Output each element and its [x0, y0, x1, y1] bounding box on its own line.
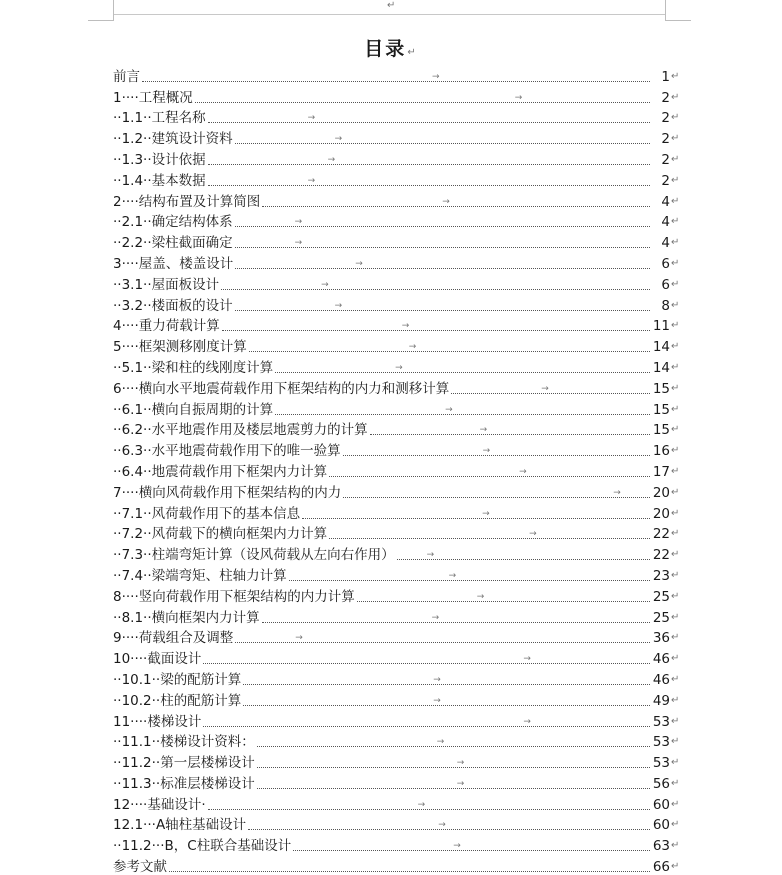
- toc-entry[interactable]: [113, 480, 681, 501]
- dot-leader: [248, 820, 650, 831]
- toc-entry[interactable]: [113, 64, 681, 85]
- toc-entry-number: ··1.2··: [113, 131, 152, 148]
- toc-entry-page: 8: [661, 297, 670, 314]
- toc-entry-number: ··7.2··: [113, 526, 152, 543]
- dot-leader: [208, 175, 650, 186]
- paragraph-mark: ↵: [671, 549, 680, 561]
- toc-entry-number: ··7.1··: [113, 505, 152, 522]
- toc-entry-page: 4: [661, 235, 670, 252]
- dot-leader: [235, 134, 650, 145]
- toc-entry-page: 4: [661, 193, 670, 210]
- tab-mark-icon: →: [438, 820, 446, 831]
- toc-entry[interactable]: [113, 272, 681, 293]
- tab-mark-icon: →: [433, 695, 441, 706]
- toc-entry[interactable]: [113, 522, 681, 543]
- tab-mark-icon: →: [433, 674, 441, 685]
- toc-entry-label: 横向自振周期的计算: [151, 401, 274, 418]
- margin-corner-mark-right: [665, 20, 691, 21]
- toc-entry-label: 荷载组合及调整: [138, 630, 234, 647]
- toc-entry-label: 楼梯设计: [147, 713, 202, 730]
- dot-leader: [329, 529, 650, 540]
- tab-mark-icon: →: [408, 342, 417, 353]
- paragraph-mark: ↵: [671, 320, 680, 332]
- toc-entry-number: 8····: [113, 588, 139, 605]
- toc-entry-label: 横向风荷载作用下框架结构的内力: [138, 484, 342, 501]
- paragraph-mark: ↵: [671, 486, 680, 498]
- paragraph-mark: ↵: [671, 424, 680, 436]
- margin-corner-mark-right-vertical: [665, 0, 666, 20]
- dot-leader: [203, 716, 650, 727]
- toc-entry-number: 7····: [113, 484, 139, 501]
- toc-entry-label: 楼梯设计资料：: [160, 734, 255, 751]
- toc-entry-label: 梁和柱的线刚度计算: [151, 359, 274, 376]
- tab-mark-icon: →: [523, 716, 531, 727]
- toc-entry-label: 前言: [113, 68, 140, 85]
- toc-entry[interactable]: [113, 542, 681, 563]
- toc-entry-number: ··11.2···: [113, 838, 165, 855]
- toc-entry-page: 2: [661, 89, 670, 106]
- paragraph-mark: ↵: [671, 736, 680, 748]
- paragraph-mark: ↵: [671, 777, 680, 789]
- toc-entry[interactable]: [113, 418, 681, 439]
- toc-entry-label: B，C柱联合基础设计: [164, 838, 292, 855]
- toc-entry-number: ··3.2··: [113, 297, 152, 314]
- dot-leader: [142, 71, 650, 82]
- tab-mark-icon: →: [448, 570, 457, 581]
- toc-entry-number: 4····: [113, 318, 139, 335]
- toc-entry-page: 60: [652, 796, 670, 813]
- tab-mark-icon: →: [482, 508, 490, 519]
- tab-mark-icon: →: [456, 758, 465, 769]
- dot-leader: [169, 870, 650, 872]
- toc-entry-page: 2: [661, 151, 670, 168]
- toc-entry[interactable]: [113, 438, 681, 459]
- toc-entry-number: ··10.2··: [113, 692, 161, 709]
- toc-title-text: 目录: [364, 38, 407, 60]
- paragraph-mark: ↵: [671, 299, 680, 311]
- toc-entry-page: 36: [652, 630, 670, 647]
- toc-entry-number: 6····: [113, 380, 139, 397]
- dot-leader: [289, 570, 650, 581]
- dot-leader: [235, 300, 650, 311]
- dot-leader: [302, 508, 650, 519]
- tab-mark-icon: →: [453, 841, 461, 852]
- paragraph-mark: ↵: [671, 153, 680, 165]
- toc-entry-page: 22: [652, 526, 670, 543]
- paragraph-mark: ↵: [671, 798, 680, 810]
- toc-entry-page: 2: [661, 172, 670, 189]
- paragraph-mark: ↵: [671, 653, 680, 665]
- toc-entry[interactable]: [113, 251, 681, 272]
- toc-entry-number: ··11.3··: [113, 775, 161, 792]
- tab-mark-icon: →: [514, 92, 523, 103]
- toc-entry-page: 53: [652, 734, 670, 751]
- dot-leader: [235, 258, 650, 269]
- toc-entry-page: 20: [652, 505, 670, 522]
- toc-entry-number: ··1.4··: [113, 172, 152, 189]
- paragraph-mark: ↵: [671, 341, 680, 353]
- toc-entry-page: 2: [661, 110, 670, 127]
- paragraph-mark: ↵: [671, 569, 680, 581]
- toc-entry[interactable]: [113, 355, 681, 376]
- margin-corner-mark-left-vertical: [113, 0, 114, 20]
- toc-entry-label: 第一层楼梯设计: [160, 755, 255, 772]
- paragraph-mark: ↵: [671, 361, 680, 373]
- paragraph-mark: ↵: [671, 174, 680, 186]
- dot-leader: [262, 196, 650, 207]
- toc-entry-page: 49: [652, 692, 670, 709]
- toc-entry-page: 14: [652, 339, 670, 356]
- toc-entry-page: 15: [652, 422, 670, 439]
- toc-entry-number: ··6.3··: [113, 443, 152, 460]
- dot-leader: [249, 342, 650, 353]
- paragraph-mark: ↵: [671, 611, 680, 623]
- toc-entry-number: ··6.2··: [113, 422, 152, 439]
- table-of-contents: [113, 64, 681, 875]
- toc-entry-page: 25: [652, 609, 670, 626]
- tab-mark-icon: →: [529, 529, 537, 540]
- toc-entry[interactable]: [113, 189, 681, 210]
- toc-entry-number: 12.1···: [113, 817, 156, 834]
- toc-entry-number: ··2.1··: [113, 214, 152, 231]
- page-top-border: [114, 14, 665, 15]
- dot-leader: [451, 383, 650, 394]
- toc-entry-number: 11····: [113, 713, 148, 730]
- dot-leader: [343, 446, 650, 457]
- toc-entry-label: 水平地震荷载作用下的唯一验算: [151, 443, 341, 460]
- toc-entry-page: 60: [652, 817, 670, 834]
- dot-leader: [235, 217, 650, 228]
- toc-entry[interactable]: [113, 397, 681, 418]
- paragraph-mark: ↵: [407, 47, 418, 58]
- toc-entry-label: 横向水平地震荷载作用下框架结构的内力和测移计算: [138, 380, 450, 397]
- paragraph-mark: ↵: [671, 465, 680, 477]
- dot-leader: [397, 550, 650, 561]
- paragraph-mark: ↵: [671, 91, 680, 103]
- paragraph-mark: ↵: [671, 715, 680, 727]
- toc-entry-page: 23: [652, 567, 670, 584]
- toc-entry-label: 风荷载下的横向框架内力计算: [151, 526, 328, 543]
- toc-entry[interactable]: [113, 376, 681, 397]
- paragraph-mark: ↵: [671, 112, 680, 124]
- toc-entry[interactable]: [113, 750, 681, 771]
- tab-mark-icon: →: [432, 71, 440, 82]
- toc-entry[interactable]: [113, 210, 681, 231]
- tab-mark-icon: →: [307, 113, 316, 124]
- tab-mark-icon: →: [307, 175, 316, 186]
- dot-leader: [235, 238, 650, 249]
- toc-entry[interactable]: [113, 334, 681, 355]
- paragraph-mark: ↵: [671, 278, 680, 290]
- tab-mark-icon: →: [395, 362, 403, 373]
- toc-entry[interactable]: [113, 106, 681, 127]
- dot-leader: [195, 92, 650, 103]
- toc-entry-label: 梁柱截面确定: [151, 235, 233, 252]
- toc-entry-label: 屋面板设计: [151, 276, 220, 293]
- toc-entry[interactable]: [113, 833, 681, 854]
- dot-leader: [243, 674, 650, 685]
- dot-leader: [257, 758, 650, 769]
- paragraph-mark: ↵: [671, 257, 680, 269]
- toc-entry[interactable]: [113, 147, 681, 168]
- toc-entry-page: 17: [652, 463, 670, 480]
- toc-entry-label: 地震荷载作用下框架内力计算: [151, 463, 328, 480]
- tab-mark-icon: →: [431, 612, 440, 623]
- toc-entry-label: 梁的配筋计算: [160, 671, 242, 688]
- toc-entry-number: 2····: [113, 193, 139, 210]
- dot-leader: [329, 466, 650, 477]
- toc-entry-number: ··10.1··: [113, 671, 161, 688]
- toc-entry-number: ··6.1··: [113, 401, 152, 418]
- toc-title: [0, 34, 782, 61]
- tab-mark-icon: →: [294, 238, 303, 249]
- toc-entry-label: 基本数据: [151, 172, 206, 189]
- dot-leader: [293, 841, 650, 852]
- dot-leader: [203, 654, 650, 665]
- toc-entry-page: 53: [652, 755, 670, 772]
- dot-leader: [243, 695, 650, 706]
- paragraph-mark: ↵: [671, 632, 680, 644]
- toc-entry[interactable]: [113, 126, 681, 147]
- paragraph-mark: ↵: [671, 403, 680, 415]
- toc-entry-label: A轴柱基础设计: [155, 817, 247, 834]
- dot-leader: [221, 279, 650, 290]
- tab-mark-icon: →: [436, 737, 445, 748]
- toc-entry-label: 结构布置及计算简图: [138, 193, 261, 210]
- tab-mark-icon: →: [401, 321, 410, 332]
- tab-mark-icon: →: [445, 404, 453, 415]
- toc-entry[interactable]: [113, 563, 681, 584]
- toc-entry-label: 屋盖、楼盖设计: [138, 255, 234, 272]
- paragraph-mark: ↵: [671, 382, 680, 394]
- toc-entry[interactable]: [113, 584, 681, 605]
- toc-entry-label: 工程名称: [151, 110, 206, 127]
- toc-entry-page: 25: [652, 588, 670, 605]
- dot-leader: [235, 633, 650, 644]
- tab-mark-icon: →: [479, 425, 488, 436]
- toc-entry-label: 基础设计·: [147, 796, 206, 813]
- toc-entry-page: 16: [652, 443, 670, 460]
- toc-entry-page: 6: [661, 276, 670, 293]
- toc-entry-page: 56: [652, 775, 670, 792]
- toc-entry[interactable]: [113, 605, 681, 626]
- tab-mark-icon: →: [442, 196, 450, 207]
- tab-mark-icon: →: [519, 466, 527, 477]
- toc-entry[interactable]: [113, 85, 681, 106]
- toc-entry[interactable]: [113, 730, 681, 751]
- paragraph-mark: ↵: [671, 195, 680, 207]
- toc-entry[interactable]: [113, 709, 681, 730]
- toc-entry-label: 水平地震作用及楼层地震剪力的计算: [151, 422, 368, 439]
- paragraph-mark: ↵: [671, 861, 680, 873]
- toc-entry-label: 建筑设计资料: [151, 131, 233, 148]
- dot-leader: [208, 799, 650, 810]
- paragraph-mark: ↵: [671, 70, 680, 82]
- toc-entry-label: 柱端弯矩计算（设风荷载从左向右作用）: [151, 547, 395, 564]
- toc-entry-page: 4: [661, 214, 670, 231]
- paragraph-mark: ↵: [671, 694, 680, 706]
- dot-leader: [208, 154, 650, 165]
- toc-entry-label: 梁端弯矩、柱轴力计算: [151, 567, 287, 584]
- toc-entry-page: 66: [652, 859, 670, 875]
- toc-entry-label: 楼面板的设计: [151, 297, 233, 314]
- toc-entry[interactable]: [113, 792, 681, 813]
- toc-entry-number: ··1.1··: [113, 110, 152, 127]
- dot-leader: [257, 737, 650, 748]
- toc-entry-page: 46: [652, 651, 670, 668]
- toc-entry-page: 14: [652, 359, 670, 376]
- toc-entry-label: 设计依据: [151, 151, 206, 168]
- toc-entry[interactable]: [113, 646, 681, 667]
- toc-entry-number: ··5.1··: [113, 359, 152, 376]
- toc-entry[interactable]: [113, 854, 681, 875]
- toc-entry[interactable]: [113, 667, 681, 688]
- toc-entry-label: 参考文献: [113, 859, 167, 875]
- toc-entry-page: 6: [661, 255, 670, 272]
- paragraph-mark: ↵: [671, 528, 680, 540]
- tab-mark-icon: →: [426, 550, 435, 561]
- tab-mark-icon: →: [456, 778, 465, 789]
- paragraph-mark: ↵: [671, 590, 680, 602]
- toc-entry-number: 9····: [113, 630, 139, 647]
- toc-entry-label: 横向框架内力计算: [151, 609, 260, 626]
- margin-corner-mark-left: [88, 20, 114, 21]
- toc-entry[interactable]: [113, 459, 681, 480]
- toc-entry-number: ··2.2··: [113, 235, 152, 252]
- toc-entry-page: 15: [652, 380, 670, 397]
- tab-mark-icon: →: [295, 633, 303, 644]
- toc-entry-number: ··3.1··: [113, 276, 152, 293]
- tab-mark-icon: →: [334, 300, 343, 311]
- toc-entry-number: 5····: [113, 339, 139, 356]
- toc-entry[interactable]: [113, 626, 681, 647]
- toc-entry-label: 风荷载作用下的基本信息: [151, 505, 301, 522]
- dot-leader: [275, 404, 650, 415]
- toc-entry-label: 截面设计: [147, 651, 202, 668]
- paragraph-mark: ↵: [671, 757, 680, 769]
- dot-leader: [370, 425, 650, 436]
- paragraph-mark: ↵: [671, 819, 680, 831]
- dot-leader: [343, 487, 650, 498]
- tab-mark-icon: →: [541, 383, 549, 394]
- toc-entry[interactable]: [113, 230, 681, 251]
- tab-mark-icon: →: [355, 258, 363, 269]
- toc-entry[interactable]: [113, 293, 681, 314]
- toc-entry-number: ··6.4··: [113, 463, 152, 480]
- toc-entry-label: 标准层楼梯设计: [160, 775, 255, 792]
- toc-entry-label: 柱的配筋计算: [160, 692, 242, 709]
- toc-entry-label: 竖向荷载作用下框架结构的内力计算: [138, 588, 355, 605]
- toc-entry-number: ··7.3··: [113, 547, 152, 564]
- tab-mark-icon: →: [476, 591, 485, 602]
- toc-entry[interactable]: [113, 813, 681, 834]
- toc-entry-label: 工程概况: [138, 89, 193, 106]
- tab-mark-icon: →: [327, 154, 336, 165]
- toc-entry-label: 框架测移刚度计算: [138, 339, 247, 356]
- toc-entry-number: ··8.1··: [113, 609, 152, 626]
- toc-entry-page: 63: [652, 838, 670, 855]
- toc-entry-number: ··1.3··: [113, 151, 152, 168]
- toc-entry[interactable]: [113, 688, 681, 709]
- toc-entry-page: 2: [661, 131, 670, 148]
- toc-entry-number: 10····: [113, 651, 148, 668]
- toc-entry-page: 22: [652, 547, 670, 564]
- tab-mark-icon: →: [417, 799, 426, 810]
- toc-entry-page: 11: [652, 318, 670, 335]
- toc-entry[interactable]: [113, 771, 681, 792]
- toc-entry-number: 12····: [113, 796, 148, 813]
- toc-entry-number: ··7.4··: [113, 567, 152, 584]
- paragraph-mark: ↵: [671, 507, 680, 519]
- toc-entry-page: 15: [652, 401, 670, 418]
- tab-mark-icon: →: [523, 654, 531, 665]
- toc-entry-label: 确定结构体系: [151, 214, 233, 231]
- paragraph-mark: ↵: [671, 133, 680, 145]
- dot-leader: [222, 321, 650, 332]
- tab-mark-icon: →: [482, 446, 491, 457]
- tab-mark-icon: →: [321, 279, 329, 290]
- toc-entry-number: 1····: [113, 89, 139, 106]
- paragraph-mark: ↵: [671, 445, 680, 457]
- paragraph-mark: ↵: [387, 0, 396, 11]
- toc-entry-page: 46: [652, 671, 670, 688]
- toc-entry-page: 1: [661, 68, 670, 85]
- tab-mark-icon: →: [613, 487, 621, 498]
- dot-leader: [257, 778, 650, 789]
- dot-leader: [275, 362, 650, 373]
- toc-entry[interactable]: [113, 314, 681, 335]
- toc-entry[interactable]: [113, 501, 681, 522]
- paragraph-mark: ↵: [671, 673, 680, 685]
- paragraph-mark: ↵: [671, 237, 680, 249]
- tab-mark-icon: →: [294, 217, 303, 228]
- toc-entry-number: ··11.2··: [113, 755, 161, 772]
- tab-mark-icon: →: [334, 134, 343, 145]
- toc-entry-page: 53: [652, 713, 670, 730]
- toc-entry-page: 20: [652, 484, 670, 501]
- toc-entry[interactable]: [113, 168, 681, 189]
- dot-leader: [262, 612, 650, 623]
- paragraph-mark: ↵: [671, 216, 680, 228]
- toc-entry-number: 3····: [113, 255, 139, 272]
- paragraph-mark: ↵: [671, 840, 680, 852]
- toc-entry-label: 重力荷载计算: [138, 318, 220, 335]
- toc-entry-number: ··11.1··: [113, 734, 161, 751]
- dot-leader: [208, 113, 650, 124]
- dot-leader: [357, 591, 650, 602]
